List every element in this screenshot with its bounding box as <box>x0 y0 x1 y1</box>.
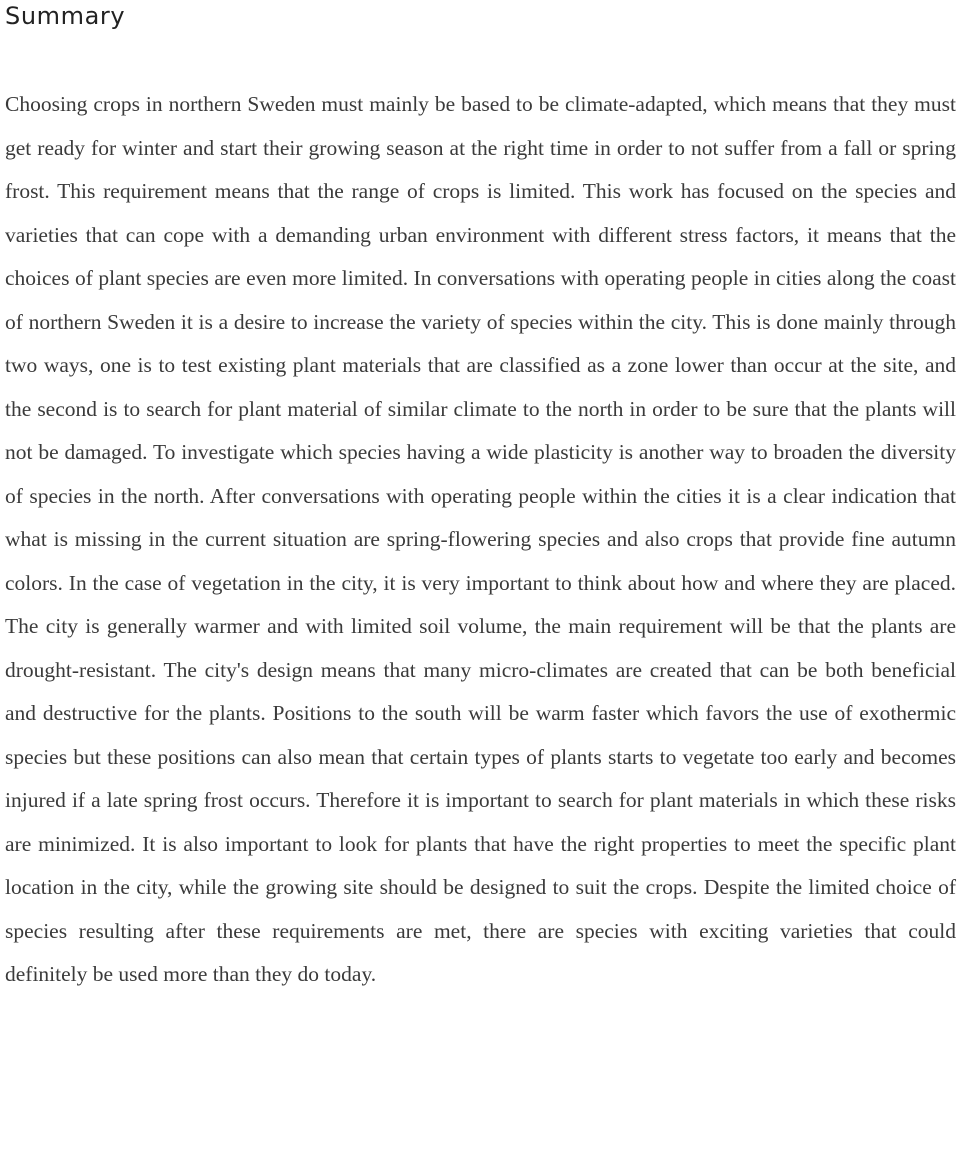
section-title: Summary <box>5 2 126 30</box>
summary-paragraph: Choosing crops in northern Sweden must mainly be based to be climate-adapted, which means that they must get ready for winter and start their growing season at the right time in order to not suffer from a fall or spring frost. This requirement means that the range of crops is limited. This work has focused on the species and varieties that can cope with a demanding urban environment with different stress factors, it means that the choices of plant species are even more limited. In conversations with operating people in cities along the coast of northern Sweden it is a desire to increase the variety of species within the city. This is done mainly through two ways, one is to test existing plant materials that are classified as a zone lower than occur at the site, and the second is to search for plant material of similar climate to the north in order to be sure that the plants will not be damaged. To investigate which species having a wide plasticity is another way to broaden the diversity of species in the north. After conversations with operating people within the cities it is a clear indication that what is missing in the current situation are spring-flowering species and also crops that provide fine autumn colors. In the case of vegetation in the city, it is very important to think about how and where they are placed. The city is generally warmer and with limited soil volume, the main requirement will be that the plants are drought-resistant. The city's design means that many micro-climates are created that can be both beneficial and destructive for the plants. Positions to the south will be warm faster which favors the use of exothermic species but these positions can also mean that certain types of plants starts to vegetate too early and becomes injured if a late spring frost occurs. Therefore it is important to search for plant materials in which these risks are minimized. It is also important to look for plants that have the right properties to meet the specific plant location in the city, while the growing site should be designed to suit the crops. Despite the limited choice of species resulting after these requirements are met, there are species with exciting varieties that could definitely be used more than they do today. <box>5 92 956 986</box>
